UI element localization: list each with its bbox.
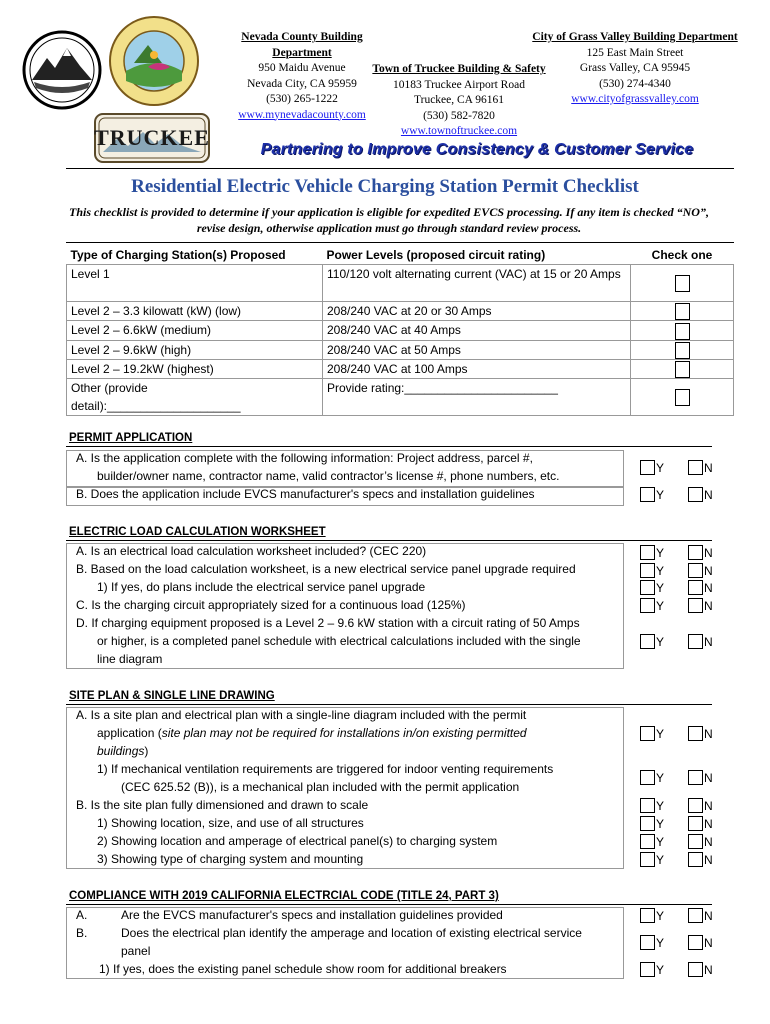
load-b1: 1) If yes, do plans include the electrical service panel upgrade xyxy=(97,580,426,594)
permit-b-yes[interactable] xyxy=(640,487,655,502)
grass-valley-city: Grass Valley, CA 95945 xyxy=(579,62,691,74)
col-header-power: Power Levels (proposed circuit rating) xyxy=(326,248,546,262)
load-a-no[interactable] xyxy=(688,545,703,560)
col-header-type: Type of Charging Station(s) Proposed xyxy=(70,248,286,262)
site-b: B. Is the site plan fully dimensioned and drawn to scale xyxy=(76,798,369,812)
grass-valley-phone: (530) 274-4340 xyxy=(599,77,671,90)
table-row xyxy=(67,340,734,359)
compliance-b1-yes[interactable] xyxy=(640,962,655,977)
truckee-phone: (530) 582-7820 xyxy=(423,109,495,122)
load-b1-yes[interactable] xyxy=(640,580,655,595)
banner-slogan: Partnering to Improve Consistency & Customer Service xyxy=(260,141,694,158)
checkbox-level2-medium[interactable] xyxy=(675,323,690,340)
type-cell: Level 2 – 6.6kW (medium) xyxy=(67,321,323,340)
site-a1-no[interactable] xyxy=(688,770,703,785)
type-cell: Level 2 – 9.6kW (high) xyxy=(67,340,323,359)
load-d-yes[interactable] xyxy=(640,634,655,649)
section-title-compliance: COMPLIANCE WITH 2019 CALIFORNIA ELECTRCIAL CODE (TITLE 24, PART 3) xyxy=(69,890,499,902)
compliance-b: Does the electrical plan identify the amperage and location of existing electrical service xyxy=(121,926,582,940)
load-d3: line diagram xyxy=(97,652,163,666)
type-cell: Level 1 xyxy=(67,265,323,302)
type-cell: Level 2 – 19.2kW (highest) xyxy=(67,359,323,378)
grass-valley-block xyxy=(528,30,742,108)
permit-a2: builder/owner name, contractor name, valid contractor’s license #, phone numbers, etc. xyxy=(97,469,560,483)
site-b1: 1) Showing location, size, and use of all structures xyxy=(97,816,364,830)
table-row xyxy=(67,321,734,340)
site-a-yes[interactable] xyxy=(640,726,655,741)
grass-valley-logo xyxy=(108,15,200,107)
section-title-permit: PERMIT APPLICATION xyxy=(69,432,193,444)
load-b-no[interactable] xyxy=(688,563,703,578)
page-title: Residential Electric Vehicle Charging Station Permit Checklist xyxy=(131,176,639,197)
table-row xyxy=(67,379,734,416)
power-cell: 208/240 VAC at 40 Amps xyxy=(323,321,631,340)
permit-b-no[interactable] xyxy=(688,487,703,502)
load-b-yes[interactable] xyxy=(640,563,655,578)
site-b2: 2) Showing location and amperage of electrical panel(s) to charging system xyxy=(97,834,498,848)
charging-types-table xyxy=(66,246,734,416)
checkbox-level2-highest[interactable] xyxy=(675,361,690,378)
site-a-no[interactable] xyxy=(688,726,703,741)
power-cell: Provide rating:_______________________ xyxy=(323,379,631,416)
load-b: B. Based on the load calculation worksheet, is a new electrical service panel upgrade required xyxy=(76,562,576,576)
truckee-link[interactable]: www.townoftruckee.com xyxy=(400,125,518,137)
compliance-a: Are the EVCS manufacturer's specs and installation guidelines provided xyxy=(121,908,503,922)
power-cell: 208/240 VAC at 20 or 30 Amps xyxy=(323,302,631,321)
permit-a-yes[interactable] xyxy=(640,460,655,475)
permit-a-no[interactable] xyxy=(688,460,703,475)
grass-valley-link[interactable]: www.cityofgrassvalley.com xyxy=(571,93,699,105)
load-b1-no[interactable] xyxy=(688,580,703,595)
load-d2: or higher, is a completed panel schedule with electrical calculations included with the single xyxy=(97,634,581,648)
truckee-logo xyxy=(93,112,211,164)
power-cell: 208/240 VAC at 50 Amps xyxy=(323,340,631,359)
compliance-b2: panel xyxy=(121,944,151,958)
site-b-no[interactable] xyxy=(688,798,703,813)
permit-b: B. Does the application include EVCS manufacturer's specs and installation guidelines xyxy=(76,487,535,501)
site-b1-no[interactable] xyxy=(688,816,703,831)
nevada-city: Nevada City, CA 95959 xyxy=(247,77,357,90)
truckee-logo-text: TRUCKEE xyxy=(94,125,210,150)
load-c: C. Is the charging circuit appropriately sized for a continuous load (125%) xyxy=(76,598,466,612)
table-row xyxy=(67,359,734,378)
truckee-block xyxy=(364,62,554,140)
checkbox-level2-low[interactable] xyxy=(675,303,690,320)
permit-a: A. Is the application complete with the following information: Project address, parcel #, xyxy=(76,451,533,465)
compliance-a-yes[interactable] xyxy=(640,908,655,923)
site-b2-yes[interactable] xyxy=(640,834,655,849)
site-b3: 3) Showing type of charging system and mounting xyxy=(97,852,364,866)
intro-divider xyxy=(66,242,734,243)
truckee-address: 10183 Truckee Airport Road xyxy=(393,78,525,91)
compliance-b1-no[interactable] xyxy=(688,962,703,977)
checkbox-other[interactable] xyxy=(675,389,690,406)
truckee-dept: Town of Truckee Building & Safety xyxy=(372,63,546,75)
compliance-b-yes[interactable] xyxy=(640,935,655,950)
site-b3-no[interactable] xyxy=(688,852,703,867)
load-a-yes[interactable] xyxy=(640,545,655,560)
table-row xyxy=(67,302,734,321)
nevada-address: 950 Maidu Avenue xyxy=(258,62,346,74)
site-b2-no[interactable] xyxy=(688,834,703,849)
load-c-yes[interactable] xyxy=(640,598,655,613)
site-a2: application (site plan may not be required for installations in/on existing permitted xyxy=(97,726,527,740)
nevada-link[interactable]: www.mynevadacounty.com xyxy=(238,108,366,121)
compliance-a-no[interactable] xyxy=(688,908,703,923)
grass-valley-dept: City of Grass Valley Building Department xyxy=(532,31,738,43)
nevada-county-logo xyxy=(22,30,102,110)
truckee-city: Truckee, CA 96161 xyxy=(414,94,504,106)
section-title-load: ELECTRIC LOAD CALCULATION WORKSHEET xyxy=(69,526,326,538)
compliance-b-label: B. xyxy=(76,926,88,940)
type-cell: Level 2 – 3.3 kilowatt (kW) (low) xyxy=(67,302,323,321)
load-c-no[interactable] xyxy=(688,598,703,613)
site-a1: 1) If mechanical ventilation requirements are triggered for indoor venting requirements xyxy=(97,762,554,776)
power-cell: 208/240 VAC at 100 Amps xyxy=(323,359,631,378)
site-b3-yes[interactable] xyxy=(640,852,655,867)
grass-valley-address: 125 East Main Street xyxy=(586,46,684,59)
load-d-no[interactable] xyxy=(688,634,703,649)
type-cell: Other (provide detail):____________________ xyxy=(67,379,323,416)
compliance-a-label: A. xyxy=(76,908,88,922)
site-a3: buildings) xyxy=(97,744,149,758)
compliance-b1: 1) If yes, does the existing panel schedule show room for additional breakers xyxy=(99,962,507,976)
load-a: A. Is an electrical load calculation worksheet included? (CEC 220) xyxy=(76,544,427,558)
site-a: A. Is a site plan and electrical plan with a single-line diagram included with the permit xyxy=(76,708,527,722)
site-a1-yes[interactable] xyxy=(640,770,655,785)
header-divider xyxy=(66,168,734,169)
section-title-site: SITE PLAN & SINGLE LINE DRAWING xyxy=(69,690,275,702)
load-d: D. If charging equipment proposed is a Level 2 – 9.6 kW station with a circuit rating of 50 Amps xyxy=(76,616,580,630)
checkbox-level1[interactable] xyxy=(675,275,690,292)
checkbox-level2-high[interactable] xyxy=(675,342,690,359)
site-b-yes[interactable] xyxy=(640,798,655,813)
col-header-check: Check one xyxy=(651,248,713,262)
power-cell: 110/120 volt alternating current (VAC) at 15 or 20 Amps xyxy=(323,265,631,302)
nevada-county-dept: Nevada County Building Department xyxy=(241,31,363,59)
compliance-b-no[interactable] xyxy=(688,935,703,950)
table-row xyxy=(67,265,734,302)
intro-text: This checklist is provided to determine if your application is eligible for expedited EVCS processing. If any item is checked “NO”, revise design, otherwise application must go through standard review process. xyxy=(69,205,709,235)
nevada-phone: (530) 265-1222 xyxy=(266,93,338,105)
site-a1b: (CEC 625.52 (B)), is a mechanical plan included with the permit application xyxy=(121,780,520,794)
site-b1-yes[interactable] xyxy=(640,816,655,831)
